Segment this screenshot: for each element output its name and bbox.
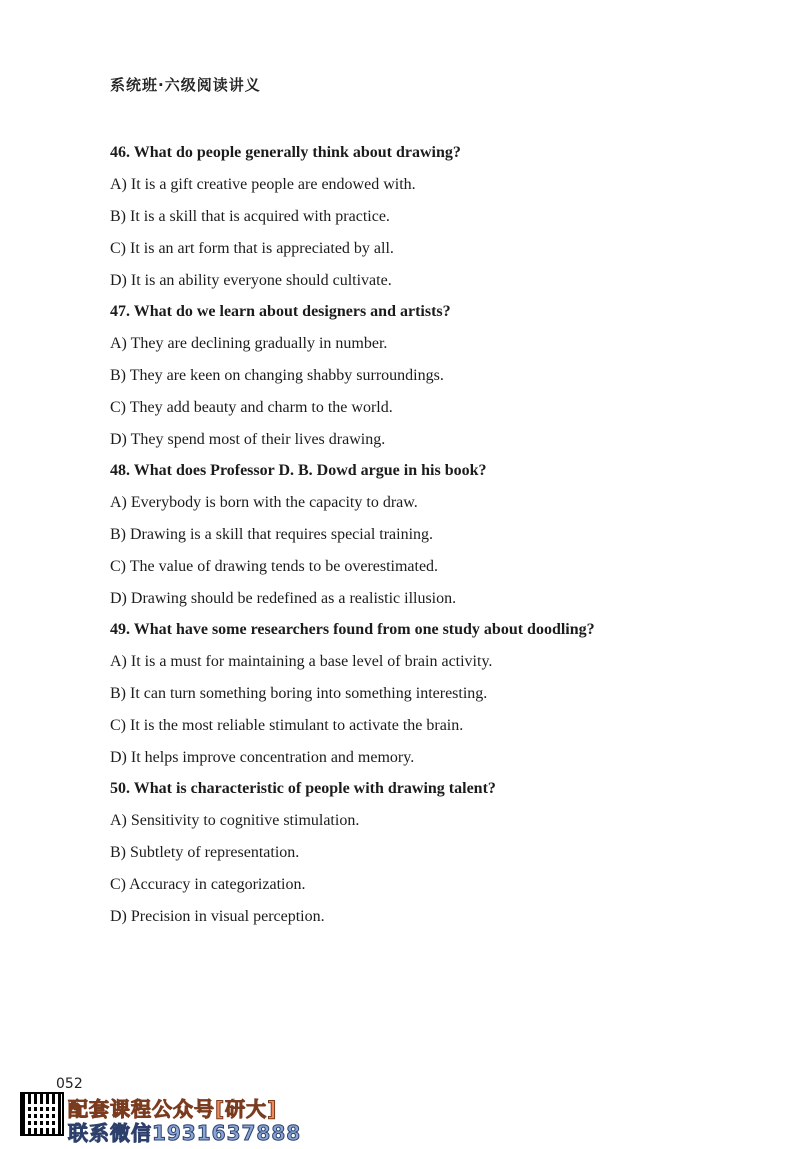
- option-d: D) They spend most of their lives drawing.: [110, 431, 386, 448]
- watermark-line-2: 联系微信1931637888: [68, 1121, 302, 1145]
- option-b: B) Subtlety of representation.: [110, 844, 300, 861]
- option-b: B) It can turn something boring into something interesting.: [110, 685, 488, 702]
- option-b: B) It is a skill that is acquired with practice.: [110, 208, 390, 225]
- question-title: 46. What do people generally think about drawing?: [110, 144, 461, 161]
- question-48: [110, 461, 487, 621]
- question-49: [110, 620, 595, 780]
- question-title: 47. What do we learn about designers and artists?: [110, 303, 451, 320]
- page-number: 052: [56, 1076, 83, 1092]
- option-c: C) Accuracy in categorization.: [110, 876, 306, 893]
- question-title: 49. What have some researchers found from one study about doodling?: [110, 621, 595, 638]
- option-d: D) Precision in visual perception.: [110, 908, 325, 925]
- option-c: C) It is an art form that is appreciated by all.: [110, 240, 394, 257]
- option-a: A) It is a must for maintaining a base level of brain activity.: [110, 653, 493, 670]
- question-title: 50. What is characteristic of people with drawing talent?: [110, 780, 496, 797]
- option-c: C) It is the most reliable stimulant to activate the brain.: [110, 717, 464, 734]
- option-d: D) Drawing should be redefined as a realistic illusion.: [110, 590, 457, 607]
- option-a: A) Sensitivity to cognitive stimulation.: [110, 812, 360, 829]
- option-a: A) It is a gift creative people are endowed with.: [110, 176, 416, 193]
- question-47: [110, 302, 451, 462]
- watermark-line-1: 配套课程公众号[研大]: [68, 1097, 278, 1121]
- question-title: 48. What does Professor D. B. Dowd argue in his book?: [110, 462, 487, 479]
- running-header: 系统班·六级阅读讲义: [110, 76, 261, 94]
- option-a: A) Everybody is born with the capacity to draw.: [110, 494, 418, 511]
- option-b: B) They are keen on changing shabby surroundings.: [110, 367, 444, 384]
- question-50: [110, 779, 496, 939]
- question-46: [110, 143, 461, 303]
- option-d: D) It helps improve concentration and memory.: [110, 749, 415, 766]
- option-c: C) The value of drawing tends to be overestimated.: [110, 558, 439, 575]
- option-d: D) It is an ability everyone should cultivate.: [110, 272, 392, 289]
- qr-code-icon: [20, 1092, 64, 1136]
- option-c: C) They add beauty and charm to the world.: [110, 399, 393, 416]
- option-b: B) Drawing is a skill that requires special training.: [110, 526, 434, 543]
- option-a: A) They are declining gradually in number.: [110, 335, 388, 352]
